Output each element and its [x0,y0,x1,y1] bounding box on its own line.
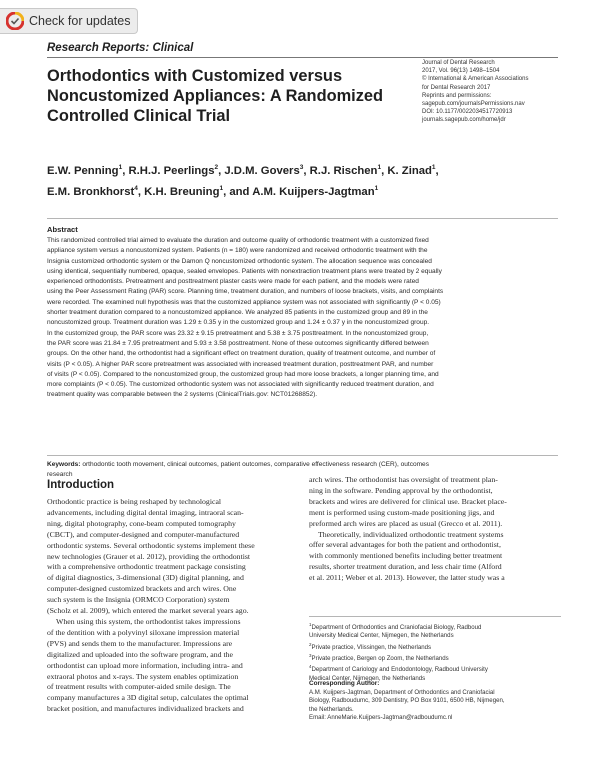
author-name: J.D.M. Govers [224,164,300,177]
body-text-line: (Scholz et al. 2009), which entered the market several years ago. [47,606,249,616]
corresponding-author-line: A.M. Kuijpers-Jagtman, Department of Orthodontics and Craniofacial [309,689,495,696]
corresponding-author-line: Biology, Radboudumc, 309 Dentistry, PO Box 9101, 6500 HB, Nijmegen, [309,697,505,705]
section-label: Research Reports: Clinical [47,42,194,54]
body-text-line: et al. 2011; Weber et al. 2013). However, the latter study was a [309,573,505,583]
doi-link[interactable]: DOI: 10.1177/0022034517720913 [422,109,513,116]
check-for-updates-icon [6,12,24,30]
article-title: Orthodontics with Customized versus Noncustomized Appliances: A Randomized Controlled Clinical Trial [47,67,384,125]
affiliation-number: 1 [309,622,312,627]
abstract-line: were recorded. The examined null hypothesis was that the customized appliance system was not associated with significantly (P < 0.05) [47,298,441,306]
affiliation-text: Department of Orthodontics and Craniofacial Biology, Radboud [311,624,482,632]
abstract-line: shorter treatment duration compared to a noncustomized appliance. We analyzed 85 patients in the customized group and 89 in the [47,309,428,317]
abstract-line: groups. On the other hand, the orthodontist had a significant effect on treatment duration, quality of treatment outcome, and number of [47,350,436,358]
author-name: K. Zinad [387,164,432,177]
affiliation-line [309,641,561,652]
body-column-right [309,475,561,584]
body-text-line: orthodontist can upload more information, including intra- and [47,660,243,670]
author-list [47,159,507,201]
body-text-line: new technologies (Grauer et al. 2012), providing the orthodontist [47,551,251,561]
author-name: A.M. Kuijpers-Jagtman [252,185,375,198]
abstract-bottom-rule [47,455,558,456]
abstract-line: In the customized group, the PAR score was 23.32 ± 9.15 pretreatment and 5.38 ± 3.75 posttreatment. In the noncustomized group, [47,329,429,337]
author-line: E.W. Penning$^1$, R.H.J. Peerlings$^2$, J.D.M. Govers$^3$, R.J. Rischen$^1$, K. Zinad$^1$, [47,164,439,177]
body-text-line: Theoretically, individualized orthodontic treatment systems [318,529,504,539]
abstract-line: of visits (P < 0.05). Compared to the noncustomized group, the customized group had more loose brackets, a longer planning time, and [47,370,439,378]
header-rule [47,57,558,58]
author-affil: 1 [377,164,382,171]
body-text-line: (PVS) and sends them to the manufacturer. Impressions are [47,638,233,648]
body-text-line: ment is performed using custom-made positioning jigs, and [309,507,495,517]
body-text-line: bracket position, and manufactures individualized brackets and [47,704,244,714]
body-text-line: When using this system, the orthodontist takes impressions [56,616,241,626]
author-affil: 4 [134,184,138,192]
author-affil: 3 [299,164,304,171]
body-text-line: (CBCT), and computer-designed and computer-manufactured [47,529,240,539]
body-text-line: extraoral photos and x-rays. The system enables optimization [47,671,239,681]
body-column-left [47,497,299,715]
affiliation-line [309,632,561,640]
keywords-label: Keywords: [47,461,81,468]
abstract-line: visits (P < 0.05). A higher PAR score pretreatment was associated with increased treatment duration, posttreatment PAR, and number [47,360,434,368]
abstract-line: experienced orthodontists. Pretreatment and posttreatment plaster casts were made for each patient, and the models were rated [47,278,419,286]
author-name: K.H. Breuning [144,185,220,198]
corresponding-author-body [309,689,561,722]
abstract-line: using the Peer Assessment Rating (PAR) score. Planning time, treatment duration, and numbers of loose brackets, visits, and complaints [47,288,444,296]
author-affil: 1 [374,184,379,192]
body-text-line: computer-designed customized brackets and arch wires. One [47,584,237,594]
abstract-line: Insignia customized orthodontic system or the Damon Q noncustomized orthodontic system. The allocation sequence was concealed [47,257,432,265]
body-text-line: with a comprehensive orthodontic treatment package consisting [47,562,246,572]
journal-name: Journal of Dental Research [422,60,495,66]
body-text-line: such system is the Insignia (ORMCO Corporation) system [47,595,230,605]
permissions-link[interactable]: sagepub.com/journalsPermissions.nav [422,101,525,108]
body-text-line: results, shorter treatment duration, and less chair time (Alford [309,562,502,572]
affiliations-rule [309,616,561,617]
affiliation-line [309,621,561,632]
affiliation-text: Private practice, Bergen op Zoom, the Netherlands [311,654,449,662]
body-text-line: of the dentition with a polyvinyl siloxane impression material [47,627,240,637]
author-affil: 1 [118,164,123,171]
body-text-line: of digital diagnostics, 3-dimensional (3D) digital planning, and [47,573,244,583]
abstract-line: the PAR score was 21.84 ± 7.95 pretreatment and 5.93 ± 3.58 posttreatment. None of these outcomes significantly differed between [47,339,429,347]
body-text-line: advancements, including digital dental imaging, intraoral scan- [47,507,244,517]
corresponding-author-heading: Corresponding Author: [309,680,380,687]
corresponding-author-line: Email: AnneMarie.Kuijpers-Jagtman@radboudumc.nl [309,713,453,721]
check-for-updates-label: Check for updates [29,14,131,28]
abstract-top-rule [47,218,558,219]
author-affil: 1 [219,184,224,192]
body-text-line: ning in the software. Pending approval by the orthodontist, [309,485,493,495]
author-line: E.M. Bronkhorst$^4$, K.H. Breuning$^1$, and A.M. Kuijpers-Jagtman$^1$ [47,184,379,198]
body-text-line: orthodontic systems. Several orthodontic systems implement these [47,540,255,550]
corresponding-author-line: the Netherlands. [309,705,354,713]
abstract-line: more complaints (P < 0.05). The customized orthodontic system was not associated with significantly reduced treatment duration, and [47,381,434,389]
journal-info [422,59,562,125]
abstract-line: appliance system versus a noncustomized system. Patients (n = 180) were randomized and received orthodontic treatment with the [47,247,428,255]
affiliations [309,621,561,683]
affiliation-text: Department of Cariology and Endodontology, Radboud University [311,666,488,674]
author-name: E.M. Bronkhorst [47,185,135,198]
check-for-updates-button[interactable] [0,8,138,34]
copyright-line: for Dental Research 2017 [422,84,491,91]
keywords-text: research [47,471,73,478]
body-text-line: brackets and wires are delivered for clinical use. Bracket place- [309,496,507,506]
affiliation-text: University Medical Center, Nijmegen, the Netherlands [309,632,454,640]
introduction-heading: Introduction [47,479,115,491]
abstract-line: This randomized controlled trial aimed to evaluate the duration and outcome quality of orthodontic treatment with a customized fixed [47,237,429,244]
body-text-line: company manufactures a 3D digital setup, calculates the optimal [47,693,249,703]
affiliation-text: Private practice, Vlissingen, the Netherlands [311,643,432,651]
reprints-label: Reprints and permissions: [422,92,492,99]
affiliation-line [309,652,561,663]
body-text-line: with commonly mentioned benefits including better treatment [309,551,503,561]
abstract-line: noncustomized group. Treatment duration was 1.29 ± 0.35 y in the customized group and 1.24 ± 0.37 y in the noncustomized group. [47,319,430,327]
abstract-heading: Abstract [47,225,78,234]
author-affil: 1 [431,164,436,171]
copyright-line: © International & American Associations [422,76,529,83]
journal-volume: 2017, Vol. 96(13) 1498–1504 [422,68,500,75]
keywords-text: orthodontic tooth movement, clinical outcomes, patient outcomes, comparative effectiveness research (CER), outcomes [82,461,429,468]
affiliation-number: 3 [309,652,312,658]
body-text-line: Orthodontic practice is being reshaped by technological [47,497,222,506]
body-text-line: ning, digital photography, cone-beam computed tomography [47,518,236,528]
affiliation-number: 4 [309,664,312,670]
affiliation-line [309,663,561,674]
author-affil: 2 [214,164,219,171]
abstract-line: treatment quality was comparable between the 2 systems (ClinicalTrials.gov: NCT01268852). [47,391,318,399]
affiliation-number: 2 [309,641,312,647]
affiliation-text: Medical Center, Nijmegen, the Netherlands [309,674,426,682]
body-text-line: offer several advantages for both the patient and orthodontist, [309,540,501,550]
abstract-line: using identical, sequentially numbered, opaque, sealed envelopes. Patients with nonextraction treatment plans were treated by 2 equally [47,267,442,275]
journal-home-link[interactable]: journals.sagepub.com/home/jdr [422,117,506,124]
author-name: R.J. Rischen [309,164,378,177]
abstract-body [47,236,559,401]
body-text-line: of treatment results with computer-aided smile design. The [47,682,231,692]
body-text-line: digitalized and uploaded into the software program, and the [47,649,233,659]
body-text-line: arch wires. The orthodontist has oversight of treatment plan- [309,475,498,484]
author-name: R.H.J. Peerlings [128,164,215,177]
body-text-line: preformed arch wires are placed as usual (Grecco et al. 2011). [309,518,503,528]
author-name: E.W. Penning [47,164,119,177]
